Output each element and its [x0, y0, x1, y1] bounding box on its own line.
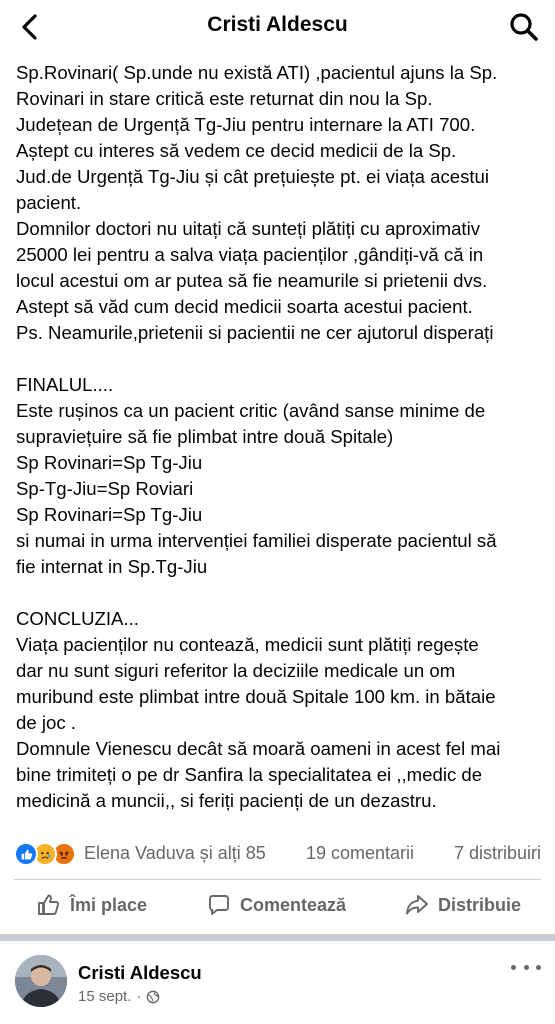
post-text-line: Sp Rovinari=Sp Tg-Jiu — [16, 452, 203, 473]
post-text-line: FINALUL.... — [16, 374, 114, 395]
post-text-line: CONCLUZIA... — [16, 608, 139, 629]
shares-count[interactable]: 7 distribuiri — [453, 843, 541, 863]
post-text-line: Sp-Tg-Jiu=Sp Roviari — [16, 478, 194, 499]
next-post-header — [0, 941, 555, 1024]
page-title: Cristi Aldescu — [207, 13, 348, 36]
paragraph-gap — [16, 580, 548, 606]
feed-separator — [0, 934, 555, 941]
post-text-line: medicină a muncii,, si feriți pacienți de un dezastru. — [16, 790, 437, 811]
post-text-line: Aștept cu interes să vedem ce decid medicii de la Sp. — [16, 140, 457, 161]
top-navigation-bar — [0, 0, 555, 52]
more-options-button[interactable] — [511, 957, 541, 977]
post-text-line: de joc . — [16, 712, 76, 733]
paragraph-gap — [16, 346, 548, 372]
post-text-line: dar nu sunt siguri referitor la deciziile medicale un om — [16, 660, 456, 681]
comment-button[interactable] — [206, 890, 346, 920]
post-author[interactable]: Cristi Aldescu — [78, 962, 202, 983]
post-text-line: Sp.Rovinari( Sp.unde nu există ATI) ,pacientul ajuns la Sp. — [16, 62, 498, 83]
post-text-line: bine trimiteți o pe dr Sanfira la specialitatea ei ,,medic de — [16, 764, 483, 785]
post-text — [16, 60, 548, 814]
post-text-line: Sp Rovinari=Sp Tg-Jiu — [16, 504, 203, 525]
post-text-line: Jud.de Urgență Tg-Jiu și cât prețuiește pt. ei viața acestui — [16, 166, 490, 187]
share-button[interactable] — [404, 890, 521, 920]
share-icon — [404, 892, 430, 918]
post-text-line: Astept să văd cum decid medicii soarta acestui pacient. — [16, 296, 473, 317]
search-button[interactable] — [507, 10, 541, 44]
globe-icon — [146, 990, 160, 1004]
like-label: Îmi place — [70, 894, 148, 915]
post-text-line: Ps. Neamurile,prietenii si pacientii ne cer ajutorul disperați — [16, 322, 494, 343]
reactions-summary — [14, 840, 541, 868]
post-text-line: Rovinari in stare critică este returnat din nou la Sp. — [16, 88, 433, 109]
post-text-line: locul acestui om ar putea să fie neamurile si prietenii dvs. — [16, 270, 488, 291]
post-text-line: Domnule Vienescu decât să moară oameni in acest fel mai — [16, 738, 501, 759]
comment-label: Comentează — [240, 894, 347, 915]
thumbs-up-icon — [36, 892, 62, 918]
avatar[interactable] — [15, 955, 67, 1007]
post-text-line: muribund este plimbat intre două Spitale 100 km. in bătaie — [16, 686, 496, 707]
post-text-line: Este rușinos ca un pacient critic (având sanse minime de — [16, 400, 486, 421]
meta-separator: · — [136, 988, 142, 1005]
comments-count[interactable]: 19 comentarii — [306, 843, 415, 863]
post-text-line: pacient. — [16, 192, 82, 213]
post-actions — [0, 884, 555, 926]
post-date[interactable]: 15 sept. — [78, 988, 132, 1005]
reaction-icons[interactable] — [14, 842, 82, 866]
like-reaction-icon — [14, 842, 38, 866]
share-label: Distribuie — [438, 894, 522, 915]
reactors-text[interactable]: Elena Vaduva și alți 85 — [84, 843, 266, 863]
post-text-line: Județean de Urgență Tg-Jiu pentru internare la ATI 700. — [16, 114, 476, 135]
post-text-line: Viața pacienților nu contează, medicii sunt plătiți regește — [16, 634, 479, 655]
search-icon — [507, 10, 541, 44]
like-button[interactable] — [36, 890, 147, 920]
post-text-line: Domnilor doctori nu uitați că sunteți plătiți cu aproximativ — [16, 218, 481, 239]
post-meta — [78, 988, 160, 1005]
post-text-line: supraviețuire să fie plimbat intre două Spitale) — [16, 426, 394, 447]
post-text-line: 25000 lei pentru a salva viața pacienților ,gândiți-vă că in — [16, 244, 484, 265]
post-text-line: fie internat in Sp.Tg-Jiu — [16, 556, 208, 577]
more-options-icon — [511, 965, 516, 970]
divider — [14, 879, 541, 880]
post-text-line: si numai in urma intervenției familiei disperate pacientul să — [16, 530, 497, 551]
comment-icon — [206, 892, 232, 918]
